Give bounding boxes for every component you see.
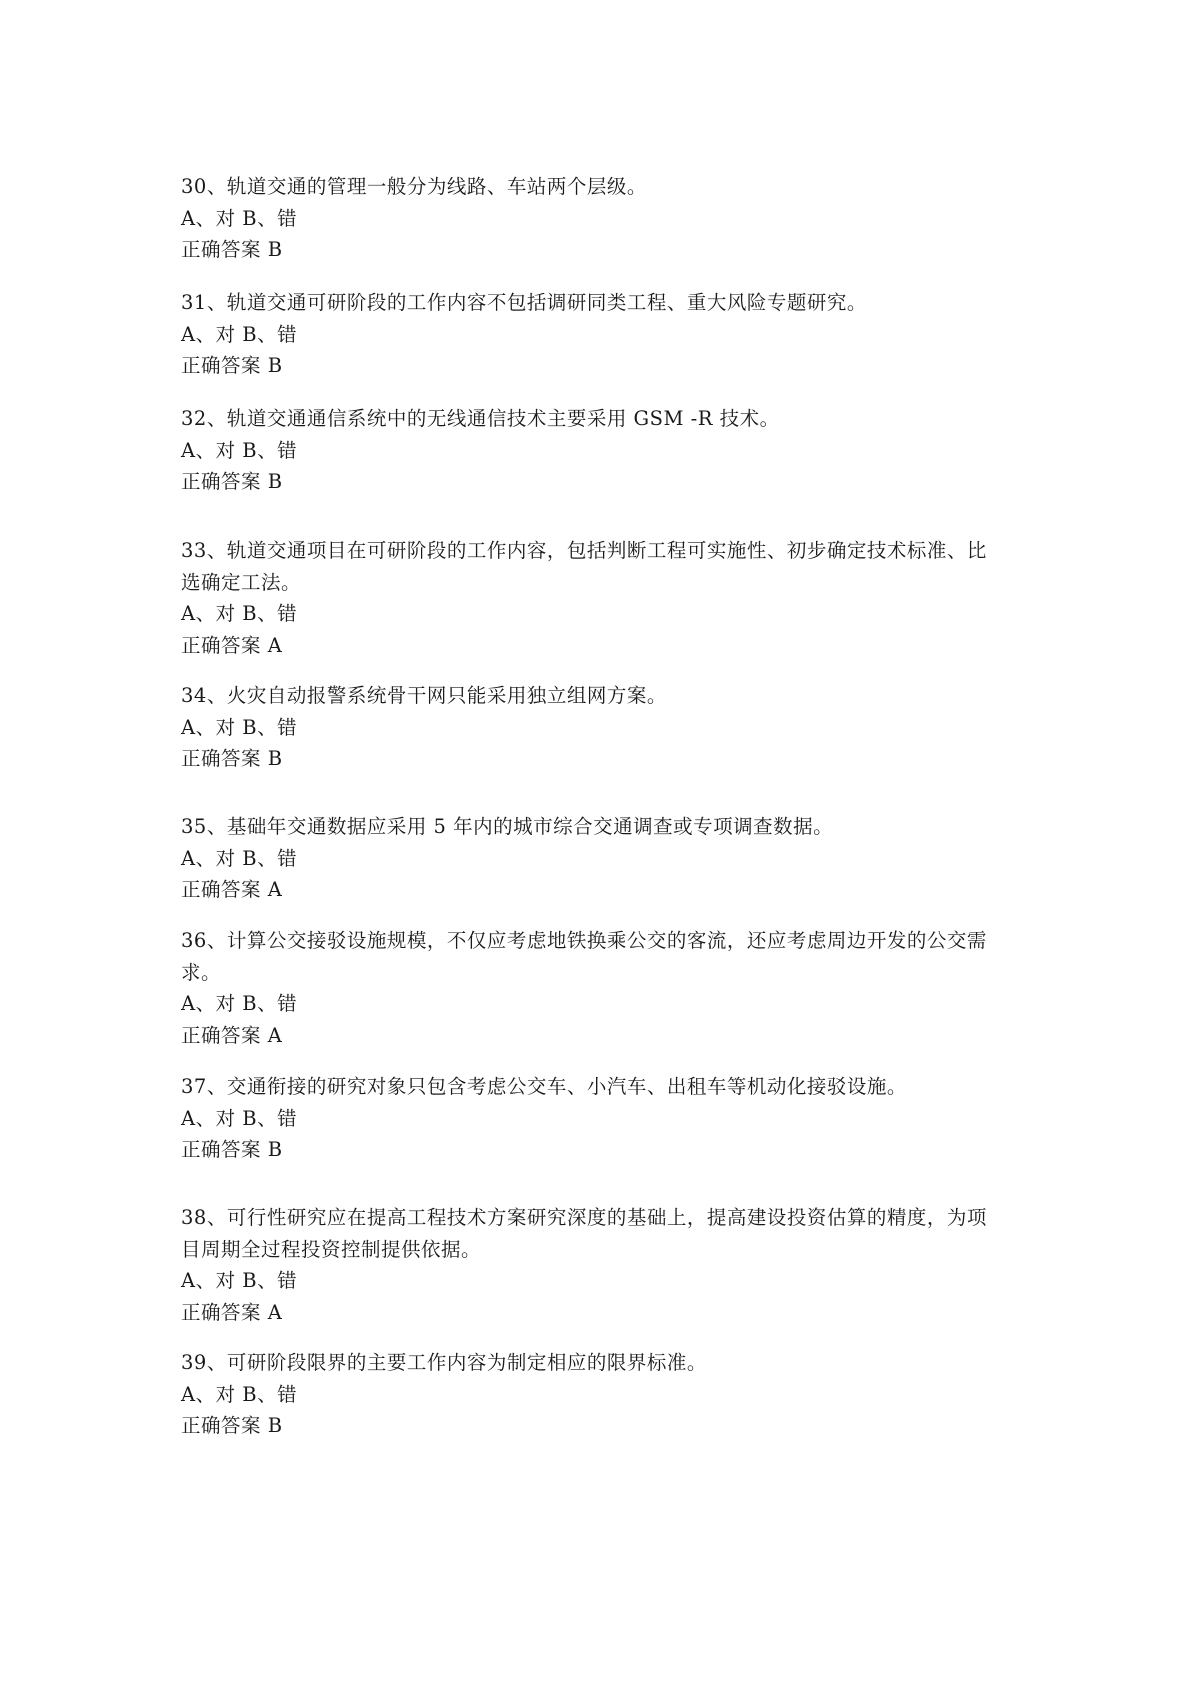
question-options: A、对 B、错 (181, 206, 298, 230)
question-options: A、对 B、错 (181, 846, 298, 870)
question-stem: 36、计算公交接驳设施规模，不仅应考虑地铁换乘公交的客流，还应考虑周边开发的公交需 (181, 929, 987, 952)
question-stem-continuation: 目周期全过程投资控制提供依据。 (181, 1237, 482, 1261)
question-35 (181, 811, 1021, 906)
question-34 (181, 680, 1021, 775)
question-options: A、对 B、错 (181, 715, 298, 739)
question-30 (181, 171, 1021, 266)
question-stem: 38、可行性研究应在提高工程技术方案研究深度的基础上，提高建设投资估算的精度，为项 (181, 1206, 987, 1229)
question-31 (181, 287, 1021, 382)
question-answer: 正确答案 B (181, 354, 283, 377)
question-38 (181, 1202, 1021, 1328)
question-36 (181, 925, 1021, 1051)
question-options: A、对 B、错 (181, 1269, 298, 1292)
question-stem: 39、可研阶段限界的主要工作内容为制定相应的限界标准。 (181, 1351, 707, 1374)
question-answer: 正确答案 A (181, 1023, 283, 1047)
question-37 (181, 1071, 1021, 1166)
question-stem: 31、轨道交通可研阶段的工作内容不包括调研同类工程、重大风险专题研究。 (181, 291, 867, 314)
question-stem-continuation: 选确定工法。 (181, 570, 302, 594)
question-options: A、对 B、错 (181, 438, 298, 462)
question-stem: 35、基础年交通数据应采用 5 年内的城市综合交通调查或专项调查数据。 (181, 815, 834, 838)
question-stem: 37、交通衔接的研究对象只包含考虑公交车、小汽车、出租车等机动化接驳设施。 (181, 1075, 907, 1098)
question-stem: 30、轨道交通的管理一般分为线路、车站两个层级。 (181, 175, 647, 198)
question-answer: 正确答案 A (181, 633, 283, 657)
question-stem-continuation: 求。 (181, 960, 222, 984)
question-options: A、对 B、错 (181, 992, 298, 1015)
question-stem: 34、火灾自动报警系统骨干网只能采用独立组网方案。 (181, 684, 667, 707)
question-answer: 正确答案 B (181, 1138, 283, 1161)
question-39 (181, 1347, 1021, 1442)
question-options: A、对 B、错 (181, 1106, 298, 1130)
question-answer: 正确答案 B (181, 1414, 283, 1437)
question-answer: 正确答案 B (181, 470, 283, 493)
question-options: A、对 B、错 (181, 602, 298, 625)
question-options: A、对 B、错 (181, 1382, 298, 1406)
question-answer: 正确答案 A (181, 878, 283, 901)
question-answer: 正确答案 B (181, 238, 283, 261)
question-stem: 32、轨道交通通信系统中的无线通信技术主要采用 GSM -R 技术。 (181, 407, 780, 430)
question-answer: 正确答案 A (181, 1300, 283, 1324)
question-answer: 正确答案 B (181, 747, 283, 770)
question-32 (181, 403, 1021, 498)
question-stem: 33、轨道交通项目在可研阶段的工作内容，包括判断工程可实施性、初步确定技术标准、比 (181, 539, 987, 562)
question-33 (181, 535, 1021, 661)
question-options: A、对 B、错 (181, 322, 298, 346)
